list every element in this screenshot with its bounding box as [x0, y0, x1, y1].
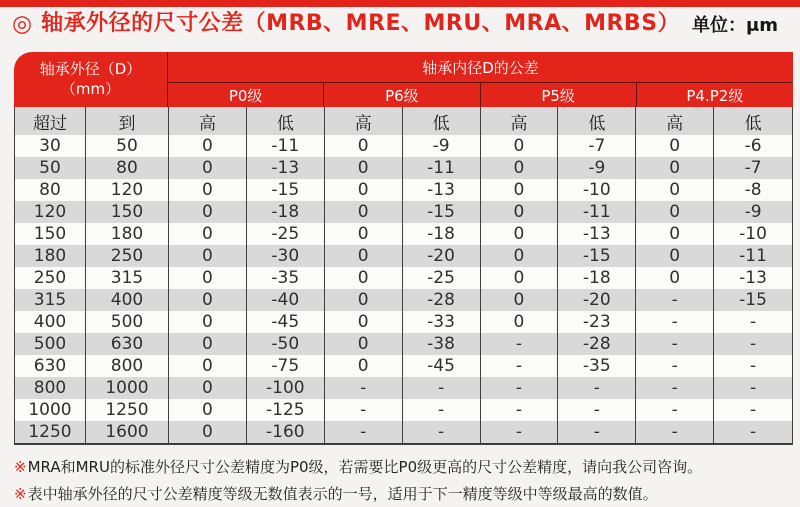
cell-tolerance-value: 0	[169, 201, 247, 223]
note-text: 表中轴承外径的尺寸公差精度等级无数值表示的一号，适用于下一精度等级中等级最高的数值。	[27, 485, 658, 503]
cell-tolerance-value: -75	[247, 355, 325, 377]
cell-tolerance-value: -	[481, 399, 559, 421]
cell-tolerance-value: -20	[558, 289, 636, 311]
table-row	[15, 267, 792, 289]
cell-tolerance-value: -	[636, 377, 714, 399]
cell-tolerance-value: -11	[558, 201, 636, 223]
cell-tolerance-value: 0	[636, 135, 714, 157]
cell-tolerance-value: -7	[558, 135, 636, 157]
cell-tolerance-value: -18	[558, 267, 636, 289]
outer-diameter-label: 轴承外径（D）	[39, 60, 142, 78]
cell-over: 315	[15, 289, 86, 311]
cell-tolerance-value: 0	[325, 267, 403, 289]
cell-over: 50	[15, 157, 86, 179]
cell-tolerance-value: -45	[403, 355, 481, 377]
note-text: MRA和MRU的标准外径尺寸公差精度为P0级，若需要比P0级更高的尺寸公差精度，请向我公司咨询。	[27, 458, 703, 476]
cell-tolerance-value: -7	[744, 157, 762, 178]
cell-tolerance-value: -10	[739, 223, 767, 244]
cell-tolerance-value: -9	[558, 157, 636, 179]
cell-tolerance-value: -125	[247, 399, 325, 421]
cell-tolerance-value: -25	[247, 223, 325, 245]
cell-tolerance-value: -	[749, 399, 757, 420]
table-row	[15, 333, 792, 355]
note-line	[14, 454, 702, 481]
unit-label: 单位：μm	[692, 15, 779, 37]
cell-tolerance-value: -38	[403, 333, 481, 355]
cell-tolerance-value: -	[558, 421, 636, 443]
cell-tolerance-value: 0	[636, 223, 714, 245]
table-row	[15, 157, 792, 179]
col-header-over: 超过	[15, 107, 86, 135]
cell-tolerance-value: -13	[403, 179, 481, 201]
table-row	[15, 421, 792, 443]
top-red-bar	[0, 0, 800, 7]
table-row	[15, 289, 792, 311]
cell-tolerance-value: -15	[247, 179, 325, 201]
cell-tolerance-value: -30	[247, 245, 325, 267]
table-row	[15, 355, 792, 377]
cell-tolerance-value: -8	[744, 179, 762, 200]
cell-tolerance-value: -35	[558, 355, 636, 377]
cell-tolerance-value: -	[325, 377, 403, 399]
table-row	[15, 201, 792, 223]
cell-tolerance-value: 0	[169, 135, 247, 157]
col-header-low: 低	[744, 113, 762, 134]
cell-tolerance-value: -15	[403, 201, 481, 223]
cell-tolerance-value: -6	[744, 135, 762, 156]
cell-over: 150	[15, 223, 86, 245]
cell-tolerance-value: -15	[739, 289, 767, 310]
cell-tolerance-value: 0	[169, 377, 247, 399]
cell-over: 500	[15, 333, 86, 355]
cell-tolerance-value: 0	[325, 135, 403, 157]
outer-diameter-unit-label: （mm）	[60, 79, 121, 98]
outer-diameter-header	[14, 52, 168, 107]
cell-tolerance-value: -	[481, 421, 559, 443]
col-header-to: 到	[86, 107, 169, 135]
table-row	[15, 179, 792, 201]
cell-tolerance-value: -	[558, 377, 636, 399]
cell-over: 120	[15, 201, 86, 223]
cell-tolerance-value: -	[636, 399, 714, 421]
table-header	[14, 52, 793, 107]
cell-tolerance-value: -11	[247, 135, 325, 157]
cell-tolerance-value: -	[749, 377, 757, 398]
cell-tolerance-value: 0	[481, 267, 559, 289]
cell-tolerance-value: 0	[481, 289, 559, 311]
cell-tolerance-value: -18	[247, 201, 325, 223]
cell-tolerance-value: 0	[325, 311, 403, 333]
cell-over: 250	[15, 267, 86, 289]
cell-tolerance-value: 0	[481, 245, 559, 267]
cell-to: 1250	[86, 399, 169, 421]
cell-over: 1000	[15, 399, 86, 421]
cell-tolerance-value: 0	[169, 267, 247, 289]
cell-tolerance-value: 0	[325, 355, 403, 377]
cell-tolerance-value: -	[749, 355, 757, 376]
cell-tolerance-value: 0	[325, 245, 403, 267]
cell-tolerance-value: 0	[169, 289, 247, 311]
cell-tolerance-value: -	[636, 289, 714, 311]
cell-tolerance-value: 0	[169, 399, 247, 421]
cell-tolerance-value: 0	[169, 333, 247, 355]
cell-tolerance-value: -	[636, 421, 714, 443]
cell-tolerance-value: -23	[558, 311, 636, 333]
cell-tolerance-value: -50	[247, 333, 325, 355]
cell-tolerance-value: -	[403, 399, 481, 421]
cell-tolerance-value: 0	[325, 333, 403, 355]
bullseye-icon: ◎	[12, 10, 33, 37]
col-header-high: 高	[325, 107, 403, 135]
cell-tolerance-value: 0	[325, 223, 403, 245]
cell-tolerance-value: 0	[481, 135, 559, 157]
cell-tolerance-value: -	[636, 355, 714, 377]
page-title-row	[12, 11, 778, 37]
tolerance-table	[14, 52, 793, 445]
cell-tolerance-value: -11	[403, 157, 481, 179]
cell-tolerance-value: -15	[558, 245, 636, 267]
cell-to: 1000	[86, 377, 169, 399]
cell-tolerance-value: -28	[558, 333, 636, 355]
cell-tolerance-value: -	[481, 355, 559, 377]
cell-tolerance-value: 0	[325, 289, 403, 311]
note-marker: ※	[14, 485, 27, 503]
cell-tolerance-value: -	[481, 377, 559, 399]
cell-tolerance-value: 0	[169, 223, 247, 245]
cell-tolerance-value: -13	[558, 223, 636, 245]
cell-over: 1250	[15, 421, 86, 443]
cell-to: 630	[86, 333, 169, 355]
cell-tolerance-value: -	[749, 311, 757, 332]
table-row	[15, 399, 792, 421]
cell-over: 30	[15, 135, 86, 157]
cell-over: 180	[15, 245, 86, 267]
grade-header-p0: P0级	[168, 83, 324, 107]
cell-tolerance-value: -13	[739, 267, 767, 288]
cell-tolerance-value: -45	[247, 311, 325, 333]
cell-tolerance-value: 0	[636, 267, 714, 289]
page-title: 轴承外径的尺寸公差（MRB、MRE、MRU、MRA、MRBS）	[41, 11, 681, 36]
cell-tolerance-value: -9	[744, 201, 762, 222]
table-row	[15, 135, 792, 157]
cell-tolerance-value: -35	[247, 267, 325, 289]
cell-tolerance-value: 0	[169, 245, 247, 267]
cell-to: 500	[86, 311, 169, 333]
note-line	[14, 481, 702, 507]
cell-tolerance-value: 0	[325, 157, 403, 179]
cell-tolerance-value: -9	[403, 135, 481, 157]
note-marker: ※	[14, 458, 27, 476]
cell-tolerance-value: -33	[403, 311, 481, 333]
cell-tolerance-value: -18	[403, 223, 481, 245]
cell-tolerance-value: 0	[169, 311, 247, 333]
col-header-high: 高	[481, 107, 559, 135]
cell-to: 315	[86, 267, 169, 289]
grade-header-p5: P5级	[481, 83, 637, 107]
table-row	[15, 311, 792, 333]
cell-to: 1600	[86, 421, 169, 443]
cell-tolerance-value: 0	[636, 201, 714, 223]
cell-tolerance-value: 0	[481, 311, 559, 333]
cell-to: 180	[86, 223, 169, 245]
cell-to: 50	[86, 135, 169, 157]
cell-to: 400	[86, 289, 169, 311]
cell-tolerance-value: 0	[481, 157, 559, 179]
cell-to: 250	[86, 245, 169, 267]
cell-tolerance-value: 0	[325, 179, 403, 201]
cell-tolerance-value: 0	[325, 201, 403, 223]
cell-tolerance-value: -	[558, 399, 636, 421]
col-header-low: 低	[403, 107, 481, 135]
cell-tolerance-value: 0	[169, 157, 247, 179]
cell-tolerance-value: 0	[481, 179, 559, 201]
col-header-high: 高	[636, 107, 714, 135]
cell-over: 800	[15, 377, 86, 399]
cell-tolerance-value: 0	[636, 157, 714, 179]
cell-tolerance-value: -10	[558, 179, 636, 201]
cell-to: 80	[86, 157, 169, 179]
table-row	[15, 223, 792, 245]
grade-header-p4p2: P4.P2级	[686, 86, 744, 105]
cell-tolerance-value: -	[325, 399, 403, 421]
cell-tolerance-value: -	[403, 421, 481, 443]
cell-tolerance-value: 0	[636, 245, 714, 267]
cell-tolerance-value: -25	[403, 267, 481, 289]
cell-to: 150	[86, 201, 169, 223]
cell-tolerance-value: -13	[247, 157, 325, 179]
cell-tolerance-value: 0	[481, 201, 559, 223]
cell-tolerance-value: -	[481, 333, 559, 355]
cell-tolerance-value: 0	[636, 179, 714, 201]
cell-tolerance-value: 0	[169, 355, 247, 377]
cell-tolerance-value: 0	[169, 421, 247, 443]
cell-tolerance-value: 0	[481, 223, 559, 245]
cell-over: 80	[15, 179, 86, 201]
cell-tolerance-value: -	[636, 311, 714, 333]
footnotes	[14, 454, 702, 507]
col-header-low: 低	[558, 107, 636, 135]
cell-to: 800	[86, 355, 169, 377]
cell-tolerance-value: -	[325, 421, 403, 443]
cell-tolerance-value: -	[403, 377, 481, 399]
col-header-high: 高	[169, 107, 247, 135]
cell-tolerance-value: -	[749, 421, 757, 442]
cell-tolerance-value: -11	[739, 245, 767, 266]
cell-tolerance-value: -40	[247, 289, 325, 311]
cell-over: 630	[15, 355, 86, 377]
cell-to: 120	[86, 179, 169, 201]
cell-tolerance-value: -	[636, 333, 714, 355]
table-row	[15, 245, 792, 267]
tolerance-group-header: 轴承内径D的公差	[168, 52, 793, 83]
cell-tolerance-value: -28	[403, 289, 481, 311]
cell-tolerance-value: -20	[403, 245, 481, 267]
column-header-row	[15, 107, 792, 135]
table-lower	[14, 107, 793, 445]
cell-tolerance-value: -160	[247, 421, 325, 443]
cell-tolerance-value: 0	[169, 179, 247, 201]
cell-tolerance-value: -100	[247, 377, 325, 399]
cell-tolerance-value: -	[749, 333, 757, 354]
col-header-low: 低	[247, 107, 325, 135]
table-body	[15, 135, 792, 443]
table-row	[15, 377, 792, 399]
grade-header-p6: P6级	[324, 83, 480, 107]
cell-over: 400	[15, 311, 86, 333]
